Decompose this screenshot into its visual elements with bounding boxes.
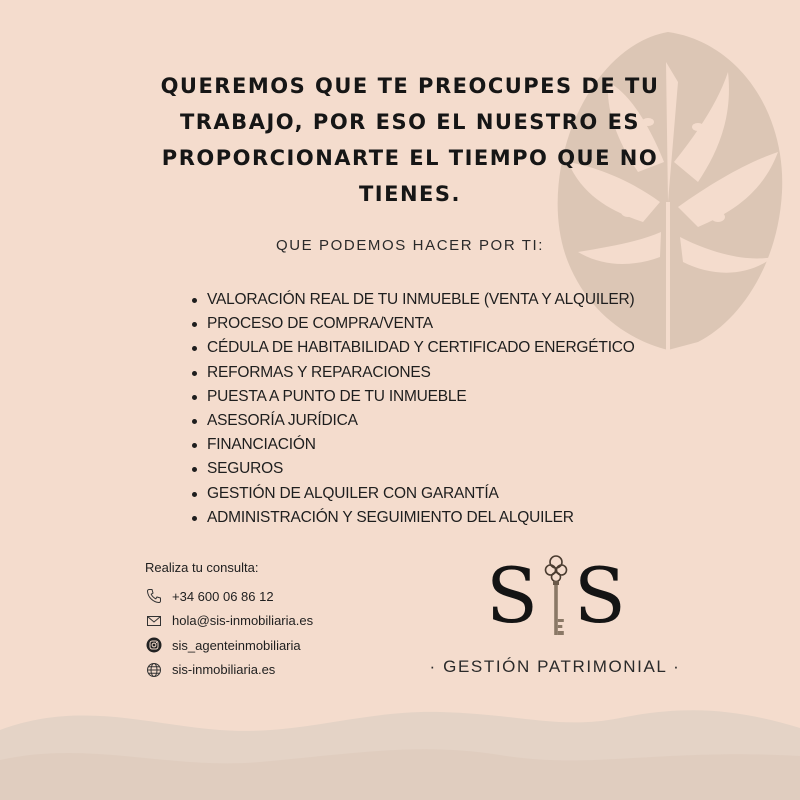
key-icon bbox=[543, 553, 569, 639]
list-item: ADMINISTRACIÓN Y SEGUIMIENTO DEL ALQUILER bbox=[207, 506, 635, 530]
instagram-icon bbox=[145, 636, 163, 654]
list-item: ASESORÍA JURÍDICA bbox=[207, 409, 635, 433]
list-item: VALORACIÓN REAL DE TU INMUEBLE (VENTA Y ALQUILER) bbox=[207, 288, 635, 312]
phone-text: +34 600 06 86 12 bbox=[172, 588, 274, 604]
contact-email[interactable] bbox=[145, 609, 313, 634]
website-text: sis-inmobiliaria.es bbox=[172, 662, 276, 678]
contact-instagram[interactable] bbox=[145, 633, 313, 658]
list-item: PUESTA A PUNTO DE TU INMUEBLE bbox=[207, 385, 635, 409]
contact-block bbox=[145, 560, 313, 682]
logo-letter-right: S bbox=[573, 550, 626, 640]
logo-letter-left: S bbox=[486, 550, 539, 640]
list-item: CÉDULA DE HABITABILIDAD Y CERTIFICADO ENERGÉTICO bbox=[207, 336, 635, 360]
instagram-text: sis_agenteinmobiliaria bbox=[172, 637, 301, 653]
list-item: PROCESO DE COMPRA/VENTA bbox=[207, 312, 635, 336]
globe-icon bbox=[145, 661, 163, 679]
list-item: FINANCIACIÓN bbox=[207, 433, 635, 457]
email-text: hola@sis-inmobiliaria.es bbox=[172, 613, 314, 629]
list-item: REFORMAS Y REPARACIONES bbox=[207, 361, 635, 385]
contact-phone[interactable] bbox=[145, 584, 313, 609]
phone-icon bbox=[145, 587, 163, 605]
logo-mark bbox=[486, 548, 626, 643]
contact-website[interactable] bbox=[145, 658, 313, 683]
logo-tagline: · GESTIÓN PATRIMONIAL · bbox=[429, 657, 681, 676]
services-subtitle: QUE PODEMOS HACER POR TI: bbox=[275, 237, 545, 254]
list-item: GESTIÓN DE ALQUILER CON GARANTÍA bbox=[207, 482, 635, 506]
sis-logo bbox=[420, 548, 690, 688]
page-headline: QUEREMOS QUE TE PREOCUPES DE TU TRABAJO, POR ESO EL NUESTRO ES PROPORCIONARTE EL TIEMPO QUE NO TIENES. bbox=[160, 74, 660, 206]
services-list bbox=[207, 288, 635, 530]
contact-label: Realiza tu consulta: bbox=[145, 560, 259, 575]
wave-decoration bbox=[0, 700, 800, 800]
list-item: SEGUROS bbox=[207, 457, 635, 481]
mail-icon bbox=[145, 612, 163, 630]
